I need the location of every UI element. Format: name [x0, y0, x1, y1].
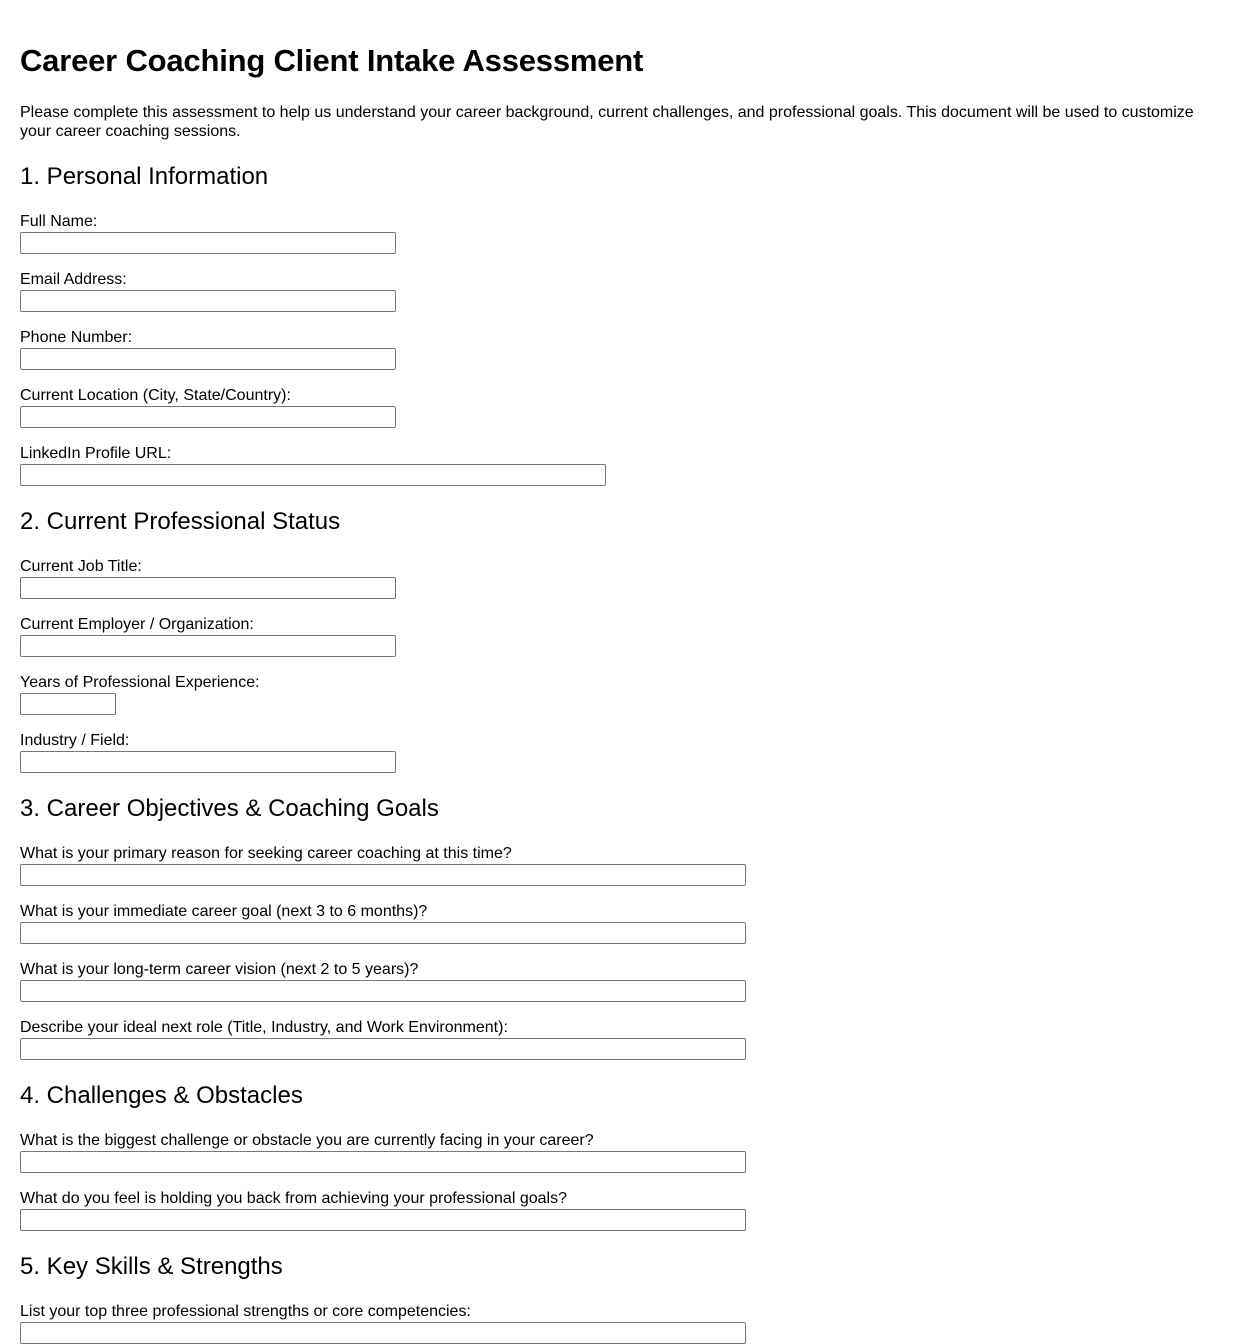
field-industry [20, 731, 1227, 773]
section-skills-strengths [20, 1252, 1227, 1344]
field-top-strengths [20, 1302, 1227, 1344]
phone-label: Phone Number: [20, 329, 133, 346]
section-heading: 1. Personal Information [20, 163, 269, 190]
ideal-role-label: Describe your ideal next role (Title, Industry, and Work Environment): [20, 1019, 508, 1036]
primary-reason-label: What is your primary reason for seeking career coaching at this time? [20, 845, 512, 862]
industry-label: Industry / Field: [20, 732, 130, 749]
field-full-name [20, 212, 1227, 254]
field-years-experience [20, 673, 1227, 715]
section-heading: 3. Career Objectives & Coaching Goals [20, 795, 439, 822]
full-name-label: Full Name: [20, 213, 98, 230]
section-professional-status [20, 507, 1227, 773]
full-name-input[interactable] [20, 232, 396, 254]
biggest-challenge-label: What is the biggest challenge or obstacle you are currently facing in your career? [20, 1132, 594, 1149]
section-heading: 2. Current Professional Status [20, 508, 341, 535]
holding-back-label: What do you feel is holding you back from achieving your professional goals? [20, 1190, 567, 1207]
primary-reason-input[interactable] [20, 864, 746, 886]
linkedin-input[interactable] [20, 464, 606, 486]
email-label: Email Address: [20, 271, 127, 288]
industry-input[interactable] [20, 751, 396, 773]
job-title-input[interactable] [20, 577, 396, 599]
field-holding-back [20, 1189, 1227, 1231]
immediate-goal-input[interactable] [20, 922, 746, 944]
immediate-goal-label: What is your immediate career goal (next 3 to 6 months)? [20, 903, 428, 920]
email-input[interactable] [20, 290, 396, 312]
field-location [20, 386, 1227, 428]
ideal-role-input[interactable] [20, 1038, 746, 1060]
linkedin-label: LinkedIn Profile URL: [20, 445, 172, 462]
long-term-vision-label: What is your long-term career vision (next 2 to 5 years)? [20, 961, 419, 978]
section-challenges [20, 1081, 1227, 1231]
location-label: Current Location (City, State/Country): [20, 387, 291, 404]
employer-label: Current Employer / Organization: [20, 616, 254, 633]
job-title-label: Current Job Title: [20, 558, 142, 575]
biggest-challenge-input[interactable] [20, 1151, 746, 1173]
section-personal-information [20, 162, 1227, 486]
employer-input[interactable] [20, 635, 396, 657]
field-email [20, 270, 1227, 312]
field-primary-reason [20, 844, 1227, 886]
field-job-title [20, 557, 1227, 599]
field-phone [20, 328, 1227, 370]
page-title: Career Coaching Client Intake Assessment [20, 43, 644, 78]
field-linkedin [20, 444, 1227, 486]
years-experience-input[interactable] [20, 693, 116, 715]
field-immediate-goal [20, 902, 1227, 944]
section-heading: 5. Key Skills & Strengths [20, 1253, 283, 1280]
phone-input[interactable] [20, 348, 396, 370]
long-term-vision-input[interactable] [20, 980, 746, 1002]
field-long-term-vision [20, 960, 1227, 1002]
top-strengths-label: List your top three professional strengths or core competencies: [20, 1303, 471, 1320]
field-employer [20, 615, 1227, 657]
field-biggest-challenge [20, 1131, 1227, 1173]
section-heading: 4. Challenges & Obstacles [20, 1082, 303, 1109]
section-career-objectives [20, 794, 1227, 1060]
location-input[interactable] [20, 406, 396, 428]
top-strengths-input[interactable] [20, 1322, 746, 1344]
holding-back-input[interactable] [20, 1209, 746, 1231]
years-experience-label: Years of Professional Experience: [20, 674, 260, 691]
intro-text: Please complete this assessment to help us understand your career background, current challenges, and professional goals. This document will be used to customize your career coaching sessions. [20, 104, 1194, 140]
field-ideal-role [20, 1018, 1227, 1060]
